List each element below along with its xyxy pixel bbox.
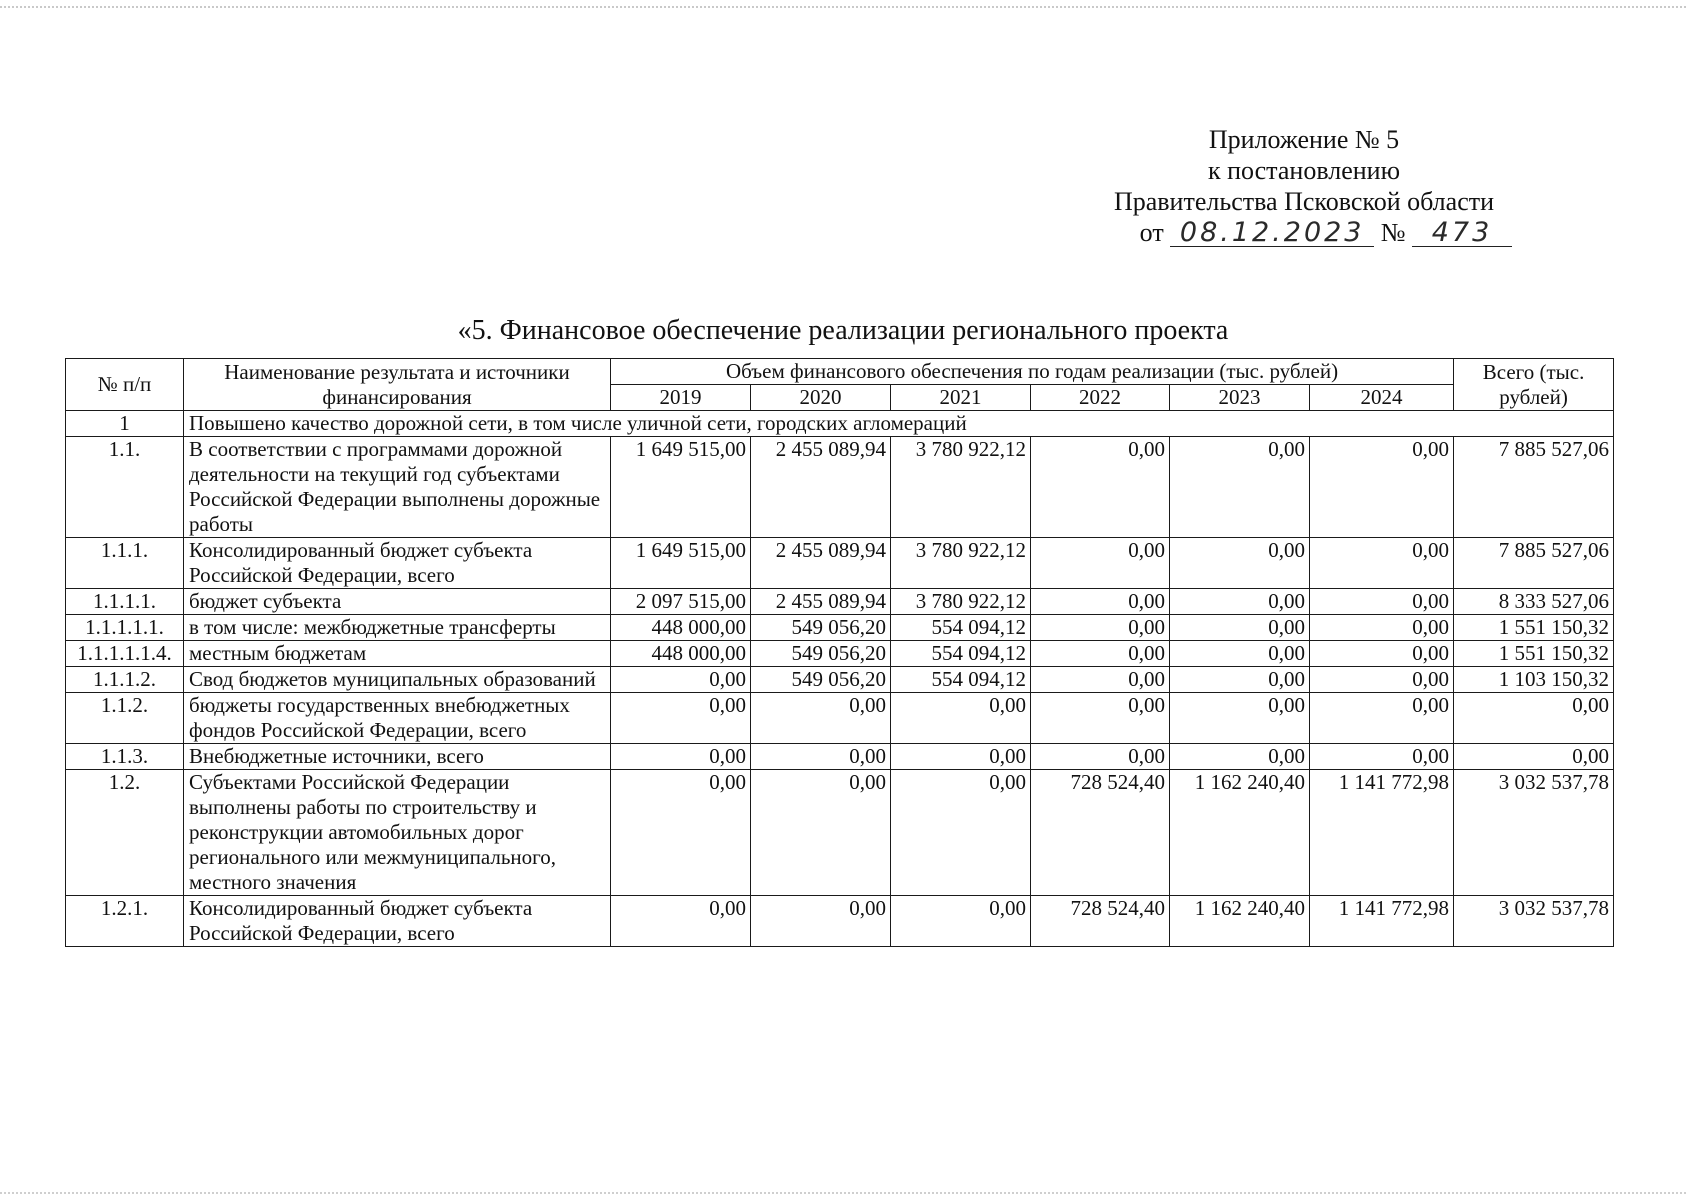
table-row — [66, 896, 1614, 947]
table-row — [66, 589, 1614, 615]
header-year: 2023 — [1170, 385, 1310, 411]
row-value: 728 524,40 — [1031, 770, 1170, 896]
row-number: 1.1. — [66, 437, 184, 538]
handwritten-date: 08.12.2023 — [1170, 220, 1374, 247]
header-num: № п/п — [66, 359, 184, 411]
row-value: 0,00 — [751, 770, 891, 896]
table-row — [66, 538, 1614, 589]
section-num: 1 — [66, 411, 184, 437]
row-value: 0,00 — [751, 744, 891, 770]
row-value: 0,00 — [891, 744, 1031, 770]
row-value: 0,00 — [611, 744, 751, 770]
row-name: Свод бюджетов муниципальных образований — [184, 667, 611, 693]
row-value: 0,00 — [1170, 744, 1310, 770]
header-year: 2024 — [1310, 385, 1454, 411]
appendix-date-number — [1044, 217, 1564, 248]
row-value: 0,00 — [1031, 538, 1170, 589]
row-value: 2 455 089,94 — [751, 437, 891, 538]
row-number: 1.1.1. — [66, 538, 184, 589]
row-number: 1.1.1.1.1. — [66, 615, 184, 641]
row-value: 0,00 — [611, 896, 751, 947]
row-total: 1 551 150,32 — [1454, 615, 1614, 641]
table-row — [66, 770, 1614, 896]
finance-table — [65, 358, 1614, 947]
row-value: 1 162 240,40 — [1170, 896, 1310, 947]
row-number: 1.1.1.1. — [66, 589, 184, 615]
row-total: 3 032 537,78 — [1454, 770, 1614, 896]
header-total: Всего (тыс. рублей) — [1454, 359, 1614, 411]
row-number: 1.1.1.2. — [66, 667, 184, 693]
row-value: 0,00 — [1031, 615, 1170, 641]
row-value: 2 455 089,94 — [751, 538, 891, 589]
finance-table-wrap — [65, 358, 1613, 947]
appendix-authority: Правительства Псковской области — [1113, 187, 1495, 216]
row-value: 0,00 — [1310, 641, 1454, 667]
table-row — [66, 667, 1614, 693]
row-value: 448 000,00 — [611, 615, 751, 641]
row-number: 1.1.3. — [66, 744, 184, 770]
row-name: местным бюджетам — [184, 641, 611, 667]
row-value: 0,00 — [1310, 744, 1454, 770]
row-value: 0,00 — [751, 693, 891, 744]
appendix-subtitle: к постановлению — [1207, 156, 1401, 185]
row-value: 0,00 — [751, 896, 891, 947]
header-year: 2022 — [1031, 385, 1170, 411]
row-name: Консолидированный бюджет субъекта Российской Федерации, всего — [184, 538, 611, 589]
row-value: 0,00 — [1031, 641, 1170, 667]
row-number: 1.2.1. — [66, 896, 184, 947]
row-total: 7 885 527,06 — [1454, 538, 1614, 589]
row-value: 3 780 922,12 — [891, 589, 1031, 615]
row-value: 728 524,40 — [1031, 896, 1170, 947]
row-value: 549 056,20 — [751, 667, 891, 693]
table-row — [66, 744, 1614, 770]
row-name: Консолидированный бюджет субъекта Российской Федерации, всего — [184, 896, 611, 947]
row-total: 8 333 527,06 — [1454, 589, 1614, 615]
row-value: 448 000,00 — [611, 641, 751, 667]
row-value: 0,00 — [1170, 693, 1310, 744]
row-total: 3 032 537,78 — [1454, 896, 1614, 947]
scan-edge-top — [0, 6, 1686, 8]
row-value: 0,00 — [1170, 641, 1310, 667]
row-value: 0,00 — [1170, 667, 1310, 693]
row-value: 0,00 — [1310, 615, 1454, 641]
row-number: 1.1.2. — [66, 693, 184, 744]
row-value: 0,00 — [1310, 667, 1454, 693]
row-value: 0,00 — [1310, 538, 1454, 589]
table-row — [66, 641, 1614, 667]
handwritten-number: 473 — [1412, 220, 1512, 247]
table-row — [66, 437, 1614, 538]
row-value: 0,00 — [891, 770, 1031, 896]
row-name: Субъектами Российской Федерации выполнены работы по строительству и реконструкции автомобильных дорог регионального или межмуниципального, местного значения — [184, 770, 611, 896]
row-value: 554 094,12 — [891, 615, 1031, 641]
appendix-title: Приложение № 5 — [1208, 125, 1400, 154]
header-volume: Объем финансового обеспечения по годам реализации (тыс. рублей) — [611, 359, 1454, 385]
row-value: 0,00 — [1031, 693, 1170, 744]
row-value: 0,00 — [611, 770, 751, 896]
row-value: 0,00 — [1170, 589, 1310, 615]
table-row — [66, 693, 1614, 744]
row-value: 1 141 772,98 — [1310, 896, 1454, 947]
scan-edge-bottom — [0, 1192, 1686, 1194]
row-name: в том числе: межбюджетные трансферты — [184, 615, 611, 641]
row-name: бюджеты государственных внебюджетных фондов Российской Федерации, всего — [184, 693, 611, 744]
row-value: 0,00 — [1170, 538, 1310, 589]
row-value: 0,00 — [891, 693, 1031, 744]
appendix-block — [1044, 124, 1564, 248]
row-total: 7 885 527,06 — [1454, 437, 1614, 538]
row-value: 1 162 240,40 — [1170, 770, 1310, 896]
row-value: 1 649 515,00 — [611, 437, 751, 538]
header-year: 2019 — [611, 385, 751, 411]
row-value: 549 056,20 — [751, 641, 891, 667]
row-value: 1 649 515,00 — [611, 538, 751, 589]
row-value: 2 097 515,00 — [611, 589, 751, 615]
document-title-text: «5. Финансовое обеспечение реализации регионального проекта — [457, 315, 1229, 346]
row-value: 1 141 772,98 — [1310, 770, 1454, 896]
row-name: Внебюджетные источники, всего — [184, 744, 611, 770]
row-value: 0,00 — [1170, 615, 1310, 641]
section-text: Повышено качество дорожной сети, в том числе уличной сети, городских агломераций — [184, 411, 1614, 437]
row-value: 0,00 — [1031, 744, 1170, 770]
table-row — [66, 615, 1614, 641]
row-number: 1.2. — [66, 770, 184, 896]
row-value: 0,00 — [1170, 437, 1310, 538]
row-value: 549 056,20 — [751, 615, 891, 641]
row-value: 0,00 — [1031, 667, 1170, 693]
row-value: 0,00 — [611, 693, 751, 744]
row-total: 0,00 — [1454, 693, 1614, 744]
header-year: 2020 — [751, 385, 891, 411]
row-value: 0,00 — [1031, 437, 1170, 538]
row-value: 0,00 — [1310, 693, 1454, 744]
header-year: 2021 — [891, 385, 1031, 411]
row-value: 0,00 — [1310, 589, 1454, 615]
row-value: 0,00 — [611, 667, 751, 693]
row-total: 1 103 150,32 — [1454, 667, 1614, 693]
date-prefix: от — [1139, 218, 1164, 247]
number-prefix: № — [1380, 218, 1406, 247]
table-body — [66, 411, 1614, 947]
row-total: 1 551 150,32 — [1454, 641, 1614, 667]
row-value: 2 455 089,94 — [751, 589, 891, 615]
row-value: 0,00 — [891, 896, 1031, 947]
row-number: 1.1.1.1.1.4. — [66, 641, 184, 667]
row-name: В соответствии с программами дорожной деятельности на текущий год субъектами Российской Федерации выполнены дорожные работы — [184, 437, 611, 538]
row-name: бюджет субъекта — [184, 589, 611, 615]
row-total: 0,00 — [1454, 744, 1614, 770]
row-value: 3 780 922,12 — [891, 437, 1031, 538]
row-value: 554 094,12 — [891, 641, 1031, 667]
header-name: Наименование результата и источники финансирования — [184, 359, 611, 411]
row-value: 554 094,12 — [891, 667, 1031, 693]
row-value: 0,00 — [1031, 589, 1170, 615]
row-value: 3 780 922,12 — [891, 538, 1031, 589]
document-title — [0, 315, 1686, 347]
row-value: 0,00 — [1310, 437, 1454, 538]
section-row — [66, 411, 1614, 437]
